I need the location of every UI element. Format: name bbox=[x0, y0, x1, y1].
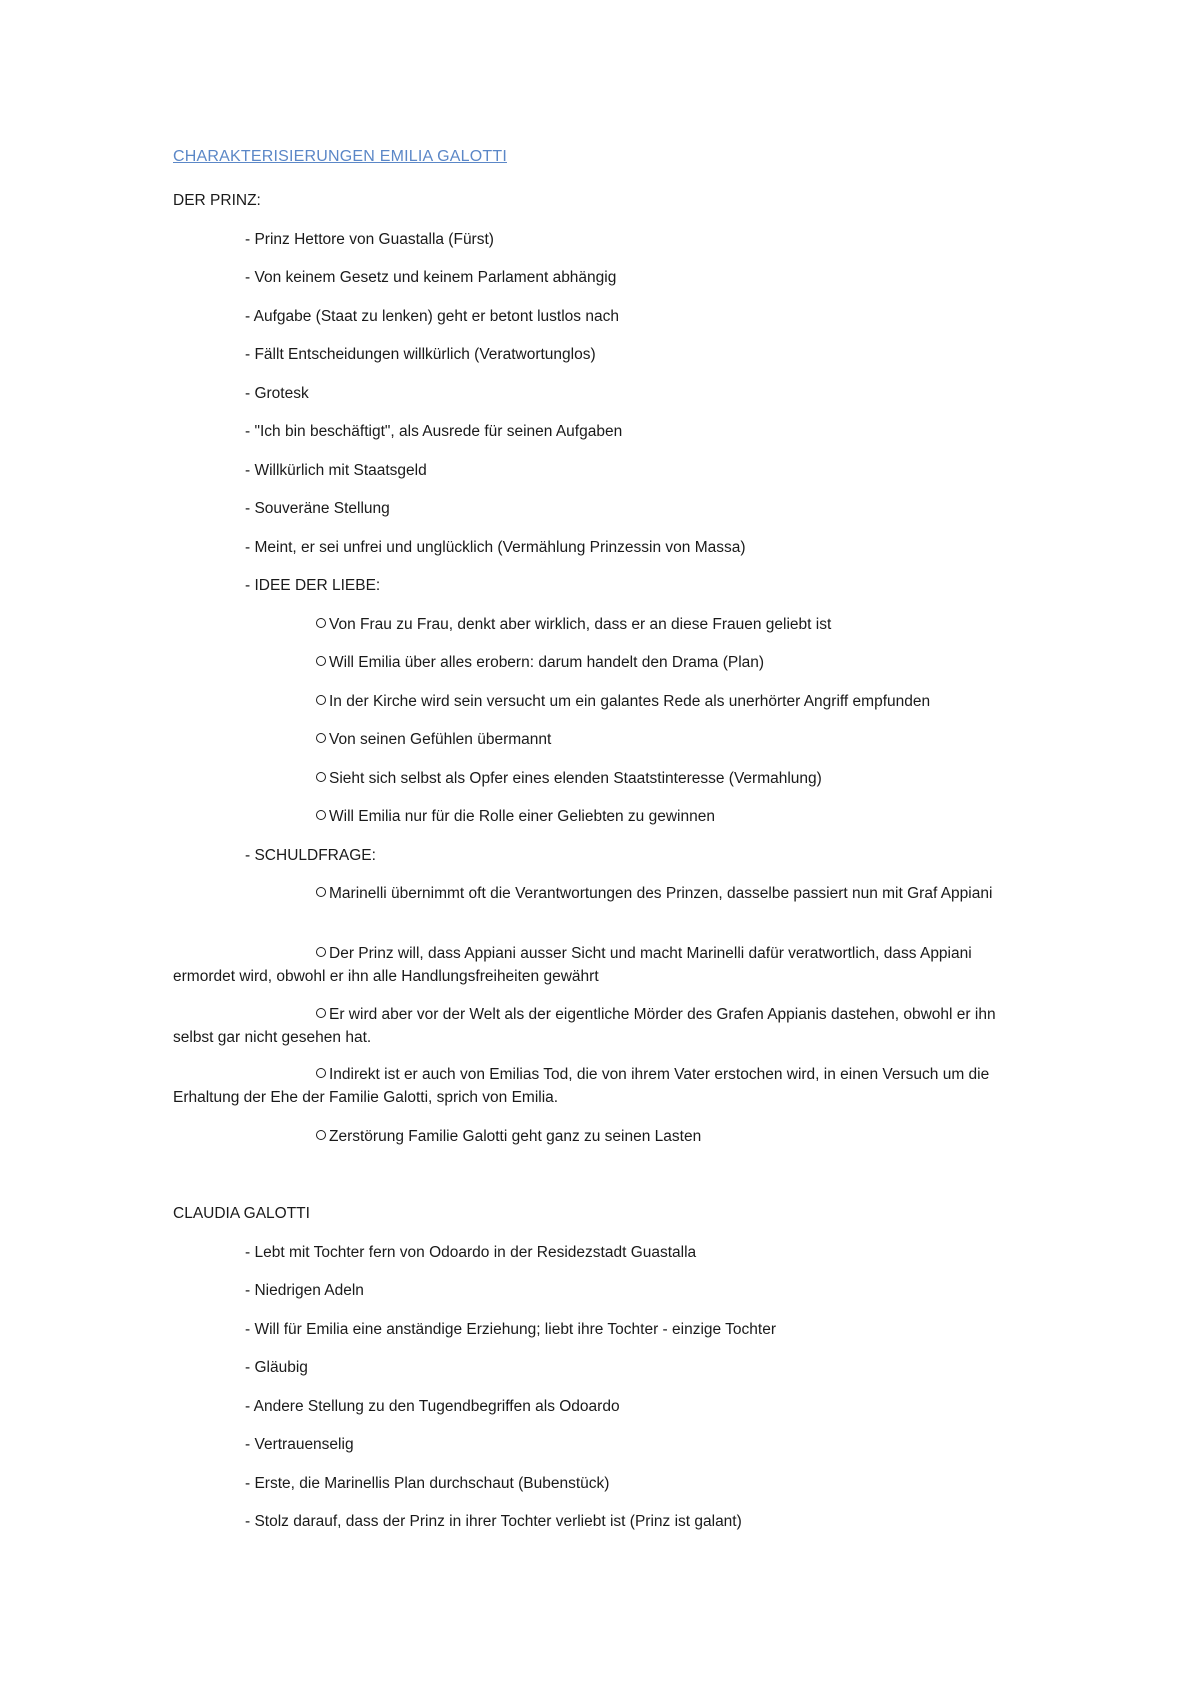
list-item: - Erste, die Marinellis Plan durchschaut (Bubenstück) bbox=[245, 1475, 610, 1492]
list-item: - Meint, er sei unfrei und unglücklich (Vermählung Prinzessin von Massa) bbox=[245, 539, 746, 556]
sub-list-item: Von seinen Gefühlen übermannt bbox=[316, 731, 551, 749]
sub-list-item: Indirekt ist er auch von Emilias Tod, die von ihrem Vater erstochen wird, in einen Versuch um die Erhaltung der Ehe der Familie Galotti, sprich von Emilia. bbox=[173, 1066, 990, 1106]
section-heading-claudia: CLAUDIA GALOTTI bbox=[173, 1205, 310, 1222]
list-item: - Lebt mit Tochter fern von Odoardo in der Residezstadt Guastalla bbox=[245, 1244, 697, 1261]
sub-list-item: Er wird aber vor der Welt als der eigentliche Mörder des Grafen Appianis dastehen, obwohl er ihn selbst gar nicht gesehen hat. bbox=[173, 1006, 996, 1046]
circle-bullet-icon bbox=[316, 1068, 326, 1078]
sub-list-item: Von Frau zu Frau, denkt aber wirklich, dass er an diese Frauen geliebt ist bbox=[316, 616, 831, 634]
list-item: - Stolz darauf, dass der Prinz in ihrer Tochter verliebt ist (Prinz ist galant) bbox=[245, 1513, 742, 1530]
list-item: - Souveräne Stellung bbox=[245, 500, 390, 517]
document-title: CHARAKTERISIERUNGEN EMILIA GALOTTI bbox=[173, 148, 507, 165]
sub-list-item: Sieht sich selbst als Opfer eines elenden Staatstinteresse (Vermahlung) bbox=[316, 770, 822, 788]
circle-bullet-icon bbox=[316, 695, 326, 705]
list-item: - Prinz Hettore von Guastalla (Fürst) bbox=[245, 231, 494, 248]
circle-bullet-icon bbox=[316, 1008, 326, 1018]
circle-bullet-icon bbox=[316, 1130, 326, 1140]
list-item: - Willkürlich mit Staatsgeld bbox=[245, 462, 427, 479]
sub-list-item: Marinelli übernimmt oft die Verantwortungen des Prinzen, dasselbe passiert nun mit Graf Appiani bbox=[173, 882, 1033, 905]
list-item: - Will für Emilia eine anständige Erziehung; liebt ihre Tochter - einzige Tochter bbox=[245, 1321, 776, 1338]
list-item: - Andere Stellung zu den Tugendbegriffen als Odoardo bbox=[245, 1398, 620, 1415]
circle-bullet-icon bbox=[316, 947, 326, 957]
list-item-idee-der-liebe: - IDEE DER LIEBE: bbox=[245, 577, 381, 594]
circle-bullet-icon bbox=[316, 810, 326, 820]
sub-list-item: Will Emilia nur für die Rolle einer Geliebten zu gewinnen bbox=[316, 808, 715, 826]
list-item: - Vertrauenselig bbox=[245, 1436, 354, 1453]
circle-bullet-icon bbox=[316, 887, 326, 897]
list-item: - Gläubig bbox=[245, 1359, 308, 1376]
circle-bullet-icon bbox=[316, 656, 326, 666]
sub-list-item: Zerstörung Familie Galotti geht ganz zu seinen Lasten bbox=[316, 1128, 701, 1146]
section-heading-prinz: DER PRINZ: bbox=[173, 192, 261, 209]
list-item: - "Ich bin beschäftigt", als Ausrede für seinen Aufgaben bbox=[245, 423, 623, 440]
circle-bullet-icon bbox=[316, 733, 326, 743]
list-item: - Niedrigen Adeln bbox=[245, 1282, 364, 1299]
list-item-schuldfrage: - SCHULDFRAGE: bbox=[245, 847, 376, 864]
list-item: - Von keinem Gesetz und keinem Parlament abhängig bbox=[245, 269, 617, 286]
sub-list-item: In der Kirche wird sein versucht um ein galantes Rede als unerhörter Angriff empfunden bbox=[316, 693, 930, 711]
list-item: - Aufgabe (Staat zu lenken) geht er betont lustlos nach bbox=[245, 308, 619, 325]
list-item: - Fällt Entscheidungen willkürlich (Veratwortunglos) bbox=[245, 346, 596, 363]
sub-list-item: Will Emilia über alles erobern: darum handelt den Drama (Plan) bbox=[316, 654, 764, 672]
circle-bullet-icon bbox=[316, 618, 326, 628]
list-item: - Grotesk bbox=[245, 385, 309, 402]
circle-bullet-icon bbox=[316, 772, 326, 782]
sub-list-item: Der Prinz will, dass Appiani ausser Sicht und macht Marinelli dafür veratwortlich, dass Appiani ermordet wird, obwohl er ihn alle Handlungsfreiheiten gewährt bbox=[173, 945, 972, 985]
